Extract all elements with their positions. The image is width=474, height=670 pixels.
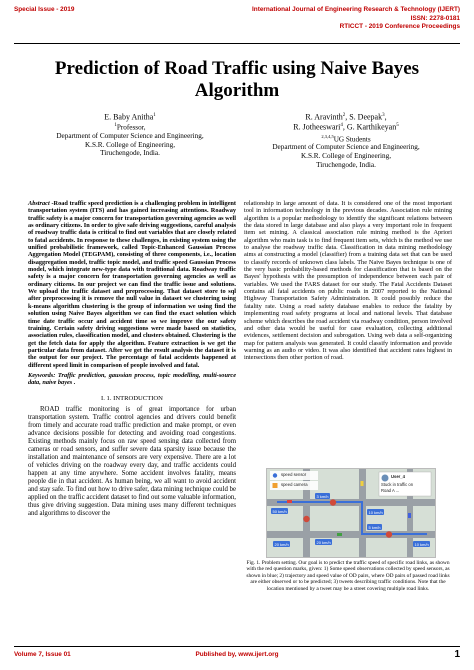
- speed-label: 20 km/h: [274, 541, 289, 547]
- abstract-label: Abstract -: [28, 200, 54, 207]
- abstract: [28, 200, 236, 369]
- author-department: Department of Computer Science and Engineering,: [56, 132, 204, 141]
- body-text-continued: relationship in large amount of data. It is considered one of the most important tool in information technology in the previous decades. Association rule mining algorithm is a popular methodology to identify the significant relations between the data stored in large database and also plays a very important role in frequent item set mining. A classical association rule mining method is the Apriori algorithm who main task is to find frequent item sets, which is the method we use to analyse the roadway traffic data. Classification in data mining methodology aims at constructing a model (classifier) from a training data set that can be used to classify records of unknown class labels. The Naive Bayes technique is one of the very basic probability-based methods for classification that is based on the Bayes' hypothesis with the presumption of independence between each pair of variables. We used the FARS dataset for our study. The Fatal Accidents Dataset contains all fatal accidents on public roads in 2007 reported to the National Highway Transportation Safety Administration. It could possibly reduce the fatality rate. Using a road safety database enables to reduce the fatality by implementing road safety programs at local and national levels. That database scheme which describes the road accident via roadway condition, person involved and other data would be useful for case evaluation, collecting additional evidences, settlement decision and subrogation. Using web data a self-organizing map for pattern analysis was generated. It could classify information and provide warning as an audio or video. It was also identified that accident rates highest in intersections then other portion of road.: [244, 200, 452, 362]
- keywords: Keywords: Traffic prediction, gaussian process, topic modelling, multi-source data, naive bayes .: [28, 371, 236, 387]
- left-column: [28, 200, 236, 518]
- speed-label: 10 km/h: [414, 541, 429, 547]
- figure-traffic-map: [266, 468, 436, 558]
- page-number: 1: [454, 649, 460, 660]
- speed-label: 50 km/h: [272, 508, 287, 514]
- header-rule: [14, 43, 460, 44]
- conference-name: RTICCT - 2019 Conference Proceedings: [339, 23, 460, 30]
- tweet-text: Stuck in traffic on: [381, 482, 414, 487]
- volume-issue: Volume 7, Issue 01: [14, 651, 71, 658]
- running-header: [14, 6, 460, 42]
- legend-speed-camera: speed camera: [281, 482, 308, 487]
- journal-info: [252, 6, 460, 32]
- footer-rule: [14, 646, 460, 647]
- author-role: $^{2,3,4,5}$UG Students: [321, 133, 371, 143]
- issn: ISSN: 2278-0181: [410, 14, 460, 22]
- journal-name: International Journal of Engineering Research & Technology (IJERT): [252, 6, 460, 13]
- speed-label: 10 km/h: [368, 509, 383, 515]
- author-location: Tiruchengode, India.: [316, 160, 376, 169]
- introduction-text: ROAD traffic monitoring is of great importance for urban transportation system. Traffic control agencies and drivers could benefit from timely and accurate road traffic prediction and make prompt, or even advance decisions possible for detecting and avoiding road congestions. Existing methods mainly focus on raw speed sensing data collected from cameras or road sensors, and suffer severe data sparsity issue because the installation and maintenance of sensors are very expensive. There are a lot of vehicles driving on the roadway every day, and traffic accidents could happen at any time anywhere. Some accident involves fatality, means people die in that accident. As human being, we all want to avoid accident and stay safe. To find out how to drive safer, data mining technique could be applied on the traffic accident dataset to find out some valuable information, thus give driving suggestion. Data mining uses many different techniques and algorithms to discover the: [28, 405, 236, 517]
- author-names-1: R. Aravinth$^2$, S. Deepak$^3$,: [305, 112, 387, 122]
- issue-label: Special Issue - 2019: [14, 6, 75, 13]
- author-block-left: [30, 112, 230, 158]
- section-heading-introduction: I. 1. INTRODUCTION: [101, 394, 163, 402]
- title-line-1: Prediction of Road Traffic using Naive Bayes: [54, 58, 420, 79]
- speed-label: 5 km/h: [368, 524, 381, 530]
- author-role: $^1$Professor,: [114, 123, 146, 132]
- paper-title: [20, 58, 454, 102]
- author-college: K.S.R. College of Engineering,: [300, 152, 392, 161]
- title-line-2: Algorithm: [194, 80, 280, 101]
- publisher: Published by, www.ijert.org: [195, 651, 279, 658]
- author-location: Tiruchengode, India.: [100, 149, 160, 158]
- author-name: E. Baby Anitha$^1$: [104, 112, 156, 122]
- tweet-user: User_4: [391, 474, 405, 479]
- legend-speed-sensor: speed sensor: [281, 472, 307, 477]
- author-college: K.S.R. College of Engineering,: [84, 140, 176, 149]
- speed-label: 3 km/h: [316, 493, 329, 499]
- author-department: Department of Computer Science and Engineering,: [272, 143, 420, 152]
- author-names-2: R. Jotheeswari$^4$, G. Karthikeyan$^5$: [293, 122, 399, 132]
- abstract-text: Road traffic speed prediction is a challenging problem in intelligent transportation system (ITS) and has gained increasing attentions. Roadway traffic safety is a major concern for transportation governing agencies as well as ordinary citizens. In order to give safe driving suggestions, careful analysis of roadway traffic data is critical to find out variables that are closely related to fatal accidents. In response to these challenges, in existing system using the unified probabilistic framework, called Topic-Enhanced Gaussian Process Aggregation Model (TEGPAM), consisting of three components, i.e., location disaggregation model, traffic topic model, and traffic speed Gaussian Process model, which integrate new-type data with traditional data. Roadway traffic safety is a major concern for transportation governing agencies as well as ordinary citizens. In our project we can find the traffic issue and solutions. We upload the traffic dataset and preprocessing. That dataset store to sql after preprocessing it is remove the null value in dataset we clustering using k-means algorithm clustering is the group of information we using find the solution using Naive Bayes algorithm we can find the exact solution which time date traffic occur and accident time so we improve the our safety training. Certain safety driving suggestions were made based on statistics, association rules, classification model, and clusters obtained. Clustering is the get the fetch data for apply the algorithm. Feature extraction is we get the particular data from dataset. After we get the result analysis the dataset it is the output for our project. The percentage of fatal accidents happened at different speed limit in comparison of people involved and fatal.: [28, 200, 236, 369]
- tweet-route: Road A ...: [381, 488, 400, 493]
- right-column: [244, 200, 452, 362]
- author-block-right: [246, 112, 446, 169]
- speed-label: 20 km/h: [316, 539, 331, 545]
- running-footer: [14, 651, 460, 665]
- figure-caption: Fig. 1. Problem setting. Our goal is to predict the traffic speed of specific road links, as shown with the red question marks, given: 1) Some speed observations collected by speed sensors, as shown in blue; 2) trajectory and speed value of OD pairs, where OD pairs of passed road links are either observed or to be predicted; 3) tweets describing traffic conditions. Note that the location mentioned by a tweet may be a street covering multiple road links.: [246, 560, 450, 592]
